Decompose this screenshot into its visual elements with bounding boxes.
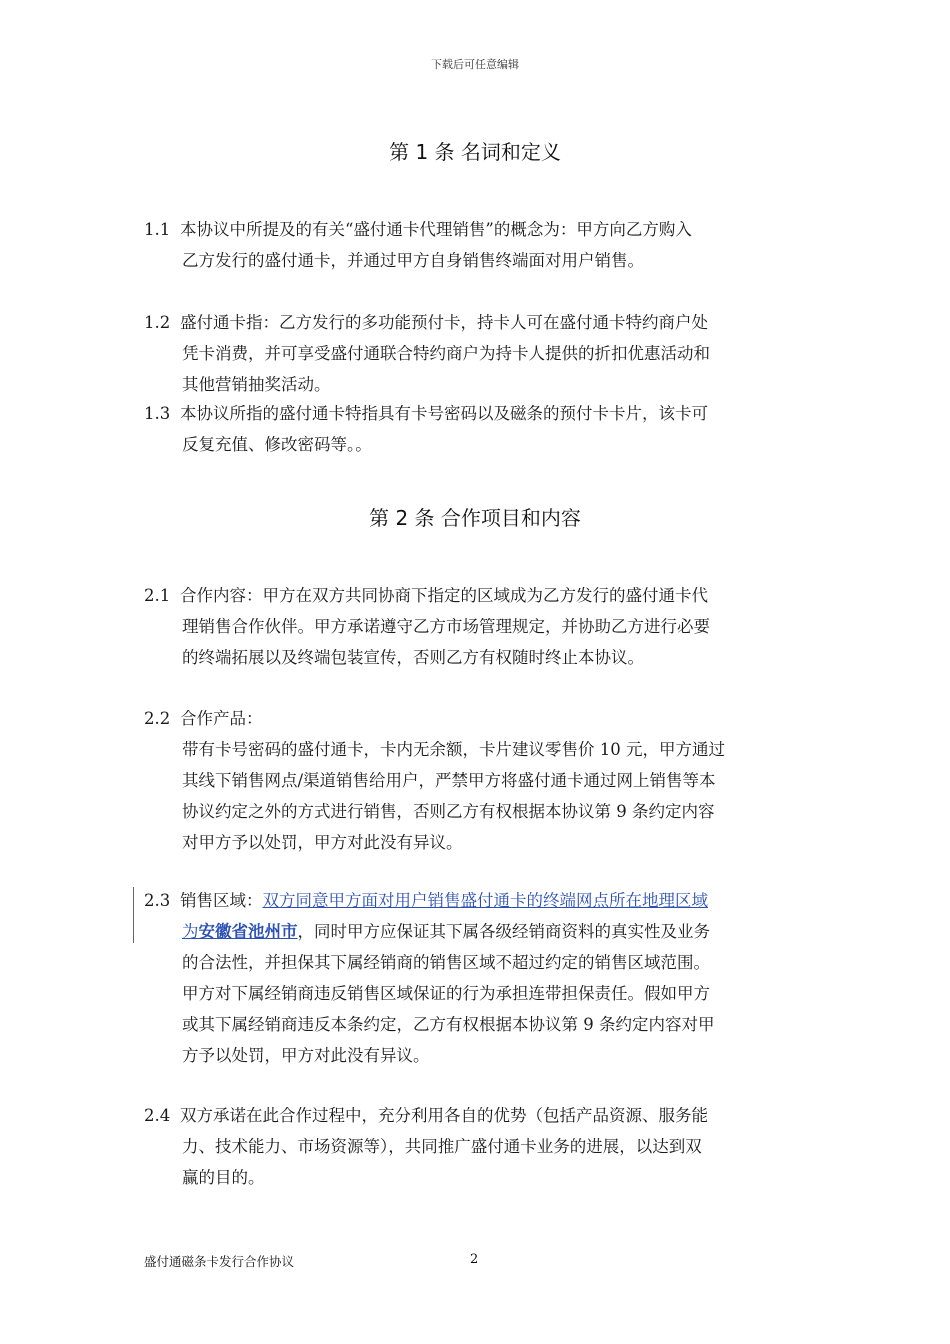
- section-2-heading: 第 2 条 合作项目和内容: [369, 506, 581, 530]
- clause-2-2: 2.2 合作产品： 带有卡号密码的盛付通卡，卡内无余额，卡片建议零售价 10 元，甲方通过 其线下销售网点/渠道销售给用户，严禁甲方将盛付通卡通过网上销售等本 协议约定之外的方式进行销售，否则乙方有权根据本协议第 9 条约定内容 对甲方予以处罚，甲方对此没有异议。: [144, 703, 808, 858]
- clause-2-3: 2.3 销售区域：双方同意甲方面对用户销售盛付通卡的终端网点所在地理区域 为安徽省池州市，同时甲方应保证其下属各级经销商资料的真实性及业务 的合法性，并担保其下属经销商的销售区域不超过约定的销售区域范围。 甲方对下属经销商违反销售区域保证的行为承担连带担保责任。假如甲方 或其下属经销商违反本条约定，乙方有权根据本协议第 9 条约定内容对甲 方予以处罚，甲方对此没有异议。: [144, 885, 808, 1071]
- clause-2-4: 2.4 双方承诺在此合作过程中，充分利用各自的优势（包括产品资源、服务能 力、技术能力、市场资源等），共同推广盛付通卡业务的进展，以达到双 赢的目的。: [144, 1100, 808, 1193]
- clause-2-1: 2.1 合作内容：甲方在双方共同协商下指定的区域成为乙方发行的盛付通卡代 理销售合作伙伴。甲方承诺遵守乙方市场管理规定，并协助乙方进行必要 的终端拓展以及终端包装宣传，否则乙方有权随时终止本协议。: [144, 580, 808, 673]
- clause-1-2: 1.2 盛付通卡指：乙方发行的多功能预付卡，持卡人可在盛付通卡特约商户处 凭卡消费，并可享受盛付通联合特约商户为持卡人提供的折扣优惠活动和 其他营销抽奖活动。: [144, 307, 808, 400]
- section-1-heading: 第 1 条 名词和定义: [389, 140, 561, 164]
- sales-region-link[interactable]: 双方同意甲方面对用户销售盛付通卡的终端网点所在地理区域: [262, 891, 708, 910]
- revision-change-bar: [133, 887, 134, 943]
- clause-number: 1.1: [144, 220, 171, 239]
- clause-1-3: 1.3 本协议所指的盛付通卡特指具有卡号密码以及磁条的预付卡卡片，该卡可 反复充值、修改密码等。。: [144, 398, 808, 460]
- clause-1-1: 1.1 本协议中所提及的有关“盛付通卡代理销售”的概念为：甲方向乙方购入 乙方发行的盛付通卡，并通过甲方自身销售终端面对用户销售。: [144, 214, 808, 276]
- clause-number: 1.3: [144, 404, 171, 423]
- footer-page-number: 2: [470, 1252, 479, 1267]
- clause-number: 2.3: [144, 891, 171, 910]
- sales-region-value: 安徽省池州市: [198, 922, 298, 941]
- sales-region-link-cont[interactable]: 为安徽省池州市: [182, 922, 298, 941]
- header-note: 下载后可任意编辑: [431, 58, 519, 71]
- clause-number: 2.2: [144, 709, 171, 728]
- footer-document-title: 盛付通磁条卡发行合作协议: [144, 1254, 295, 1269]
- clause-number: 2.1: [144, 586, 171, 605]
- clause-number: 2.4: [144, 1106, 171, 1125]
- clause-number: 1.2: [144, 313, 171, 332]
